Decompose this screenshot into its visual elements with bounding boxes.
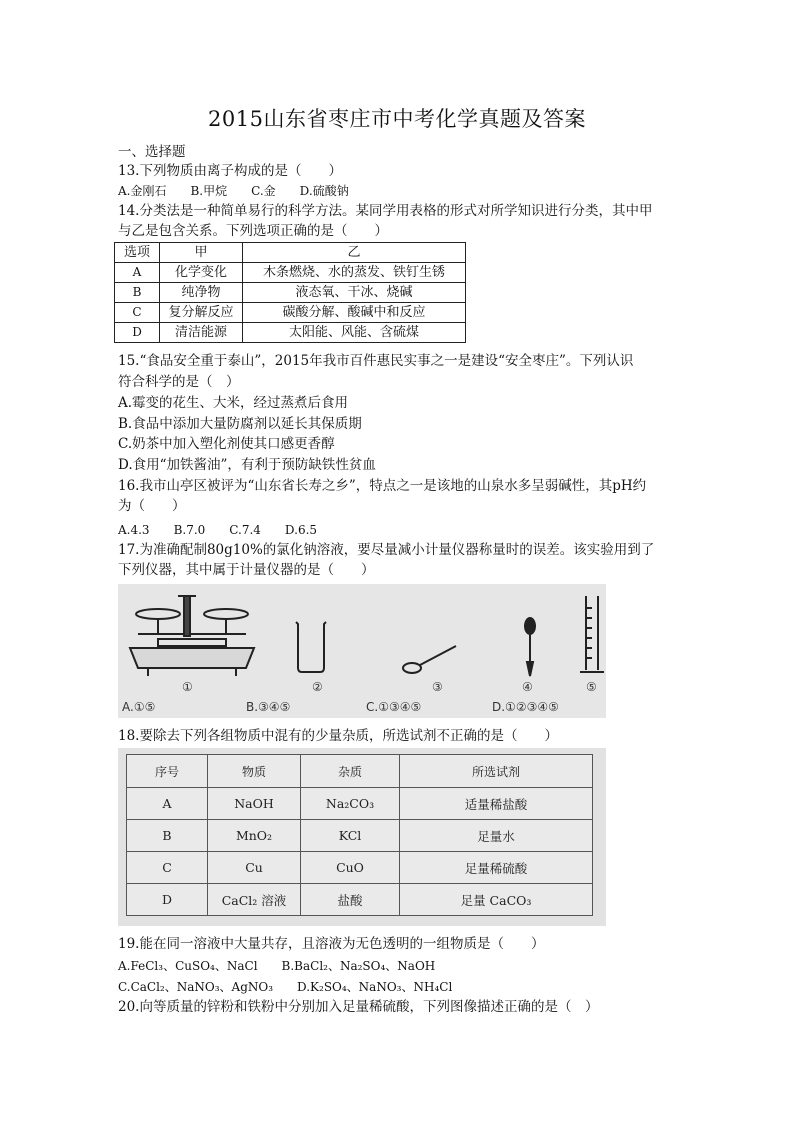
table-cell: 甲 [160, 243, 243, 263]
table-cell: 化学变化 [160, 263, 243, 283]
q13-stem: 13.下列物质由离子构成的是（ ） [118, 163, 342, 179]
table-cell: Cu [208, 852, 301, 884]
table-row [127, 884, 593, 916]
q14-stem-line1: 14.分类法是一种简单易行的科学方法。某同学用表格的形式对所学知识进行分类，其中甲 [118, 203, 653, 219]
q15-stem-line2: 符合科学的是（ ） [118, 374, 240, 390]
table-cell: B [127, 820, 208, 852]
dropper-icon [525, 618, 535, 676]
q18-stem: 18.要除去下列各组物质中混有的少量杂质，所选试剂不正确的是（ ） [118, 728, 558, 744]
table-header-row [115, 243, 466, 263]
table-cell: A [115, 263, 160, 283]
q14-stem-line2: 与乙是包含关系。下列选项正确的是（ ） [118, 223, 388, 239]
q19-options-line2: C.CaCl₂、NaNO₃、AgNO₃ D.K₂SO₄、NaNO₃、NH₄Cl [118, 980, 453, 994]
q15-stem-line1: 15.“食品安全重于泰山”，2015年我市百件惠民实事之一是建设“安全枣庄”。下列认识 [118, 353, 634, 369]
q15-option-a: A.霉变的花生、大米，经过蒸煮后食用 [118, 395, 349, 411]
q18-table [126, 754, 593, 916]
figure-option-d: D.①②③④⑤ [492, 700, 559, 714]
table-row [115, 323, 466, 343]
table-cell: A [127, 788, 208, 820]
table-cell: NaOH [208, 788, 301, 820]
q15-option-c: C.奶茶中加入塑化剂使其口感更香醇 [118, 436, 335, 452]
q15-option-b: B.食品中添加大量防腐剂以延长其保质期 [118, 416, 362, 432]
q16-stem-line2: 为（ ） [118, 498, 186, 514]
q15-option-d: D.食用“加铁酱油”，有利于预防缺铁性贫血 [118, 457, 376, 473]
table-row [127, 788, 593, 820]
table-cell: KCl [301, 820, 400, 852]
table-row [115, 283, 466, 303]
q17-stem-line1: 17.为准确配制80g10%的氯化钠溶液，要尽量减小计量仪器称量时的误差。该实验用到了 [118, 542, 655, 558]
spoon-icon [403, 646, 456, 673]
table-cell: 杂质 [301, 755, 400, 788]
table-cell: CaCl₂ 溶液 [208, 884, 301, 916]
table-cell: 选项 [115, 243, 160, 263]
section-heading: 一、选择题 [118, 144, 186, 160]
q20-stem: 20.向等质量的锌粉和铁粉中分别加入足量稀硫酸，下列图像描述正确的是（ ） [118, 999, 599, 1015]
table-cell: B [115, 283, 160, 303]
table-cell: 盐酸 [301, 884, 400, 916]
table-cell: 序号 [127, 755, 208, 788]
table-cell: 所选试剂 [400, 755, 593, 788]
q17-instrument-figure [118, 584, 606, 718]
figure-label: ⑤ [586, 680, 597, 694]
table-cell: MnO₂ [208, 820, 301, 852]
table-cell: 适量稀盐酸 [400, 788, 593, 820]
table-cell: CuO [301, 852, 400, 884]
q16-stem-line1: 16.我市山亭区被评为“山东省长寿之乡”，特点之一是该地的山泉水多呈弱碱性，其pH约 [118, 478, 647, 494]
table-cell: 木条燃烧、水的蒸发、铁钉生锈 [243, 263, 466, 283]
table-row [115, 263, 466, 283]
table-cell: 乙 [243, 243, 466, 263]
table-cell: C [127, 852, 208, 884]
table-cell: 碳酸分解、酸碱中和反应 [243, 303, 466, 323]
table-cell: D [127, 884, 208, 916]
q18-table-image [118, 748, 606, 926]
table-cell: C [115, 303, 160, 323]
table-cell: D [115, 323, 160, 343]
table-cell: 足量稀硫酸 [400, 852, 593, 884]
table-row [127, 820, 593, 852]
q19-options-line1: A.FeCl₃、CuSO₄、NaCl B.BaCl₂、Na₂SO₄、NaOH [118, 959, 436, 973]
q17-stem-line2: 下列仪器，其中属于计量仪器的是（ ） [118, 562, 375, 578]
q16-options: A.4.3 B.7.0 C.7.4 D.6.5 [118, 523, 318, 537]
graduated-cylinder-icon [580, 596, 604, 672]
instrument-drawing [118, 584, 606, 718]
table-cell: 纯净物 [160, 283, 243, 303]
table-cell: 复分解反应 [160, 303, 243, 323]
balance-icon [130, 596, 254, 676]
table-cell: 太阳能、风能、含硫煤 [243, 323, 466, 343]
figure-option-a: A.①⑤ [122, 700, 156, 714]
figure-label: ① [182, 680, 193, 694]
figure-label: ④ [522, 680, 533, 694]
table-header-row [127, 755, 593, 788]
q14-table [114, 242, 466, 343]
q13-options: A.金刚石 B.甲烷 C.金 D.硫酸钠 [118, 184, 349, 198]
table-row [115, 303, 466, 323]
figure-option-b: B.③④⑤ [246, 700, 291, 714]
table-cell: 足量水 [400, 820, 593, 852]
table-row [127, 852, 593, 884]
table-cell: Na₂CO₃ [301, 788, 400, 820]
q19-stem: 19.能在同一溶液中大量共存，且溶液为无色透明的一组物质是（ ） [118, 936, 545, 952]
figure-label: ③ [432, 680, 443, 694]
page-title: 2015山东省枣庄市中考化学真题及答案 [208, 107, 586, 131]
table-cell: 清洁能源 [160, 323, 243, 343]
beaker-icon [296, 622, 326, 672]
table-cell: 物质 [208, 755, 301, 788]
figure-label: ② [312, 680, 323, 694]
table-cell: 液态氧、干冰、烧碱 [243, 283, 466, 303]
figure-option-c: C.①③④⑤ [366, 700, 422, 714]
table-cell: 足量 CaCO₃ [400, 884, 593, 916]
